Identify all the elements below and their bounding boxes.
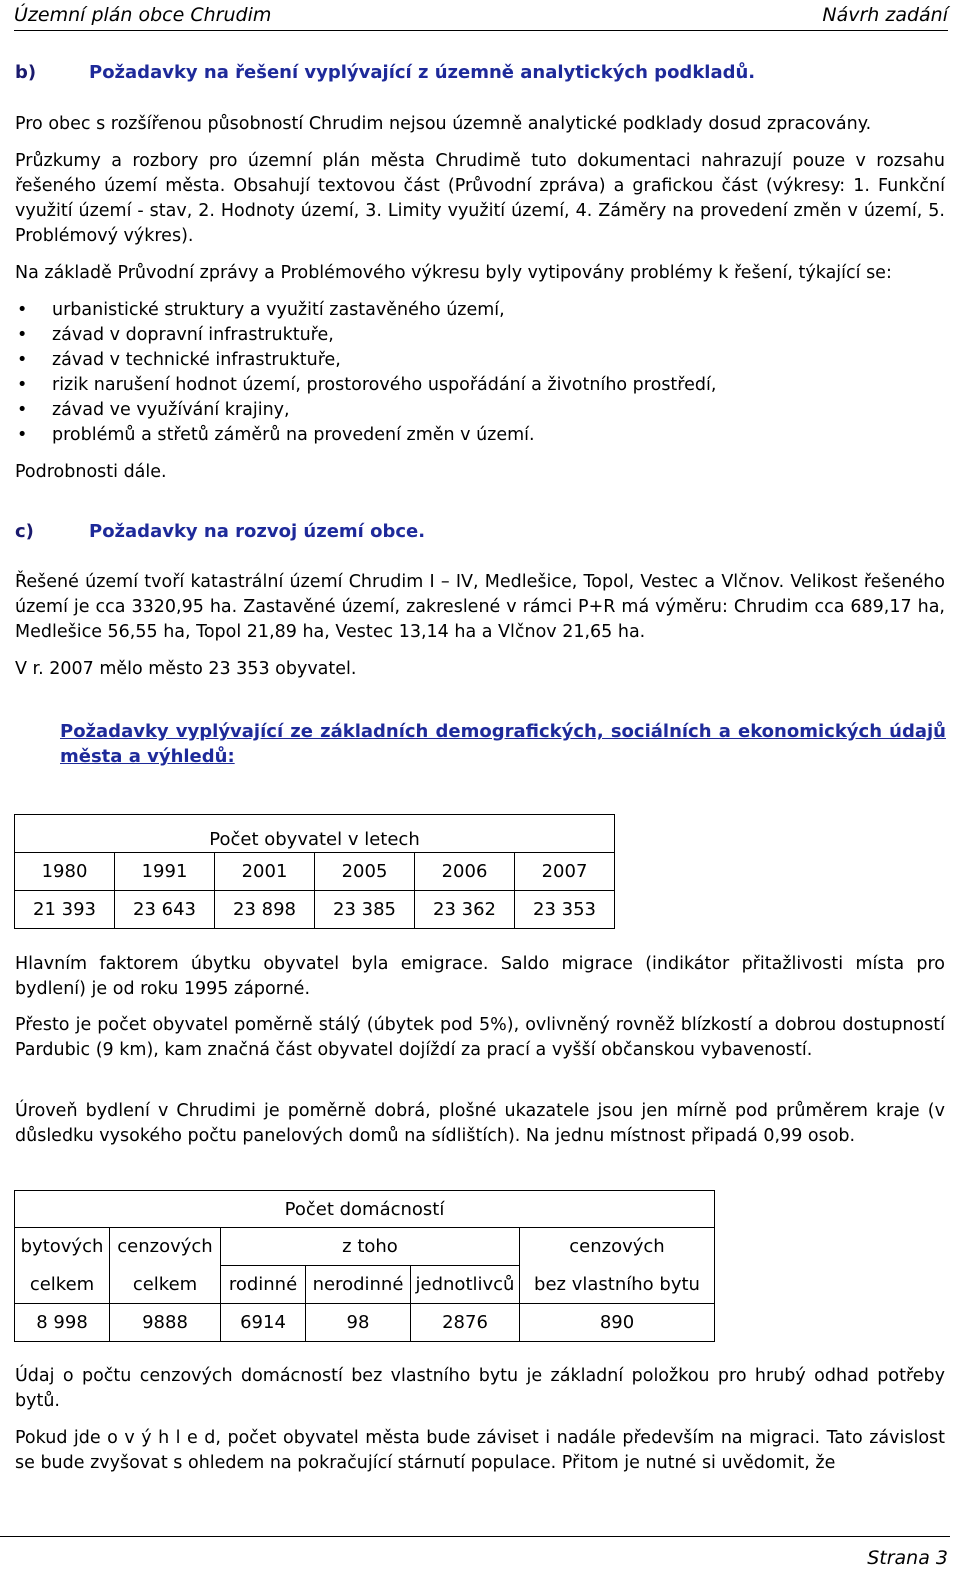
table-row: [15, 891, 615, 929]
population-table-title: Počet obyvatel v letech: [15, 815, 615, 853]
table-cell: 23 898: [215, 891, 315, 929]
table-cell: 1991: [115, 853, 215, 891]
table-cell: 890: [520, 1304, 715, 1342]
table-row: [15, 815, 615, 853]
table-cell: celkem: [110, 1266, 221, 1304]
table-cell: 2006: [415, 853, 515, 891]
table-cell: 23 353: [515, 891, 615, 929]
table-cell: 9888: [110, 1304, 221, 1342]
header-document-title: Územní plán obce Chrudim: [14, 4, 272, 26]
list-item: • urbanistické struktury a využití zastavěného území,: [15, 298, 716, 323]
section-b-paragraph-1: Pro obec s rozšířenou působností Chrudim nejsou územně analytické podklady dosud zpracovány.: [15, 114, 872, 134]
table-cell: 1980: [15, 853, 115, 891]
section-b-title: Požadavky na řešení vyplývající z územně analytických podkladů.: [89, 62, 756, 83]
table-row: [15, 1266, 717, 1304]
table-row: [15, 1304, 717, 1342]
table-cell: 6914: [221, 1304, 306, 1342]
paragraph-census-households: Údaj o počtu cenzových domácností bez vlastního bytu je základní položkou pro hrubý odhad potřeby bytů.: [15, 1366, 945, 1411]
section-b-heading: [15, 62, 755, 83]
page-number: Strana 3: [867, 1547, 948, 1569]
page-footer: [0, 1536, 950, 1569]
table-cell: rodinné: [221, 1266, 306, 1304]
bullet-icon: •: [17, 425, 28, 445]
table-cell: 2005: [315, 853, 415, 891]
population-table: [14, 814, 615, 929]
section-c-paragraph-1: Řešené území tvoří katastrální území Chrudim I – IV, Medlešice, Topol, Vestec a Vlčnov. Velikost řešeného území je cca 3320,95 ha. Zastavěné území, zakreslené v rámci P+R má výměru: Chrudim cca 689,17 ha, Medlešice 56,55 ha, Topol 21,89 ha, Vestec 13,14 ha a Vlčnov 21,65 ha.: [15, 572, 945, 642]
table-cell: 98: [306, 1304, 411, 1342]
households-table-title: Počet domácností: [15, 1191, 715, 1228]
table-row: [15, 853, 615, 891]
section-b-paragraph-3: Na základě Průvodní zprávy a Problémového výkresu byly vytipovány problémy k řešení, týkající se:: [15, 263, 892, 283]
table-cell: 23 385: [315, 891, 415, 929]
list-item: • závad v technické infrastruktuře,: [15, 348, 716, 373]
table-cell: 2876: [411, 1304, 520, 1342]
table-cell: 2001: [215, 853, 315, 891]
bullet-icon: •: [17, 400, 28, 420]
table-cell: bytových: [15, 1228, 110, 1266]
households-table: [14, 1190, 717, 1342]
section-c-title: Požadavky na rozvoj území obce.: [89, 521, 426, 542]
section-c-heading: [15, 521, 425, 542]
table-cell: celkem: [15, 1266, 110, 1304]
section-b-paragraph-2: Průzkumy a rozbory pro územní plán města Chrudimě tuto dokumentaci nahrazují pouze v rozsahu řešeného území města. Obsahují textovou část (Průvodní zpráva) a grafickou část (výkresy: 1. Funkční využití území - stav, 2. Hodnoty území, 3. Limity využití území, 4. Záměry na provedení změn v území, 5. Problémový výkres).: [15, 151, 945, 246]
table-row: [15, 1191, 717, 1228]
bullet-icon: •: [17, 300, 28, 320]
table-cell: cenzových: [520, 1228, 715, 1266]
page-header: [14, 2, 948, 31]
table-cell: 23 643: [115, 891, 215, 929]
table-cell: cenzových: [110, 1228, 221, 1266]
section-c-label: c): [15, 521, 34, 542]
table-cell: 23 362: [415, 891, 515, 929]
table-cell: jednotlivců: [411, 1266, 520, 1304]
section-b-paragraph-4: Podrobnosti dále.: [15, 462, 167, 482]
table-cell: 21 393: [15, 891, 115, 929]
section-b-label: b): [15, 62, 37, 83]
table-cell: bez vlastního bytu: [520, 1266, 715, 1304]
list-item: • závad v dopravní infrastruktuře,: [15, 323, 716, 348]
bullet-icon: •: [17, 375, 28, 395]
table-cell: nerodinné: [306, 1266, 411, 1304]
header-document-type: Návrh zadání: [822, 4, 948, 26]
section-c-paragraph-2: V r. 2007 mělo město 23 353 obyvatel.: [15, 659, 357, 679]
problem-list: [15, 298, 716, 448]
paragraph-stability: Přesto je počet obyvatel poměrně stálý (úbytek pod 5%), ovlivněný rovněž blízkostí a dobrou dostupností Pardubic (9 km), kam značná část obyvatel dojíždí za prací a vyšší občanskou vybaveností.: [15, 1015, 945, 1060]
list-item: • rizik narušení hodnot území, prostorového uspořádání a životního prostředí,: [15, 373, 716, 398]
paragraph-outlook: Pokud jde o v ý h l e d, počet obyvatel města bude záviset i nadále především na migraci. Tato závislost se bude zvyšovat s ohledem na pokračující stárnutí populace. Přitom je nutné si uvědomit, že: [15, 1428, 945, 1473]
paragraph-emigration: Hlavním faktorem úbytku obyvatel byla emigrace. Saldo migrace (indikátor přitažlivosti místa pro bydlení) je od roku 1995 záporné.: [15, 954, 945, 999]
list-item: • problémů a střetů záměrů na provedení změn v území.: [15, 423, 716, 448]
table-cell: 8 998: [15, 1304, 110, 1342]
table-cell: 2007: [515, 853, 615, 891]
list-item: • závad ve využívání krajiny,: [15, 398, 716, 423]
table-row: [15, 1228, 717, 1266]
paragraph-housing-level: Úroveň bydlení v Chrudimi je poměrně dobrá, plošné ukazatele jsou jen mírně pod průměrem kraje (v důsledku vysokého počtu panelových domů na sídlištích). Na jednu místnost připadá 0,99 osob.: [15, 1101, 945, 1146]
bullet-icon: •: [17, 325, 28, 345]
table-cell: z toho: [221, 1228, 520, 1266]
demographic-subheading: Požadavky vyplývající ze základních demografických, sociálních a ekonomických údajů města a výhledů:: [60, 721, 946, 767]
bullet-icon: •: [17, 350, 28, 370]
